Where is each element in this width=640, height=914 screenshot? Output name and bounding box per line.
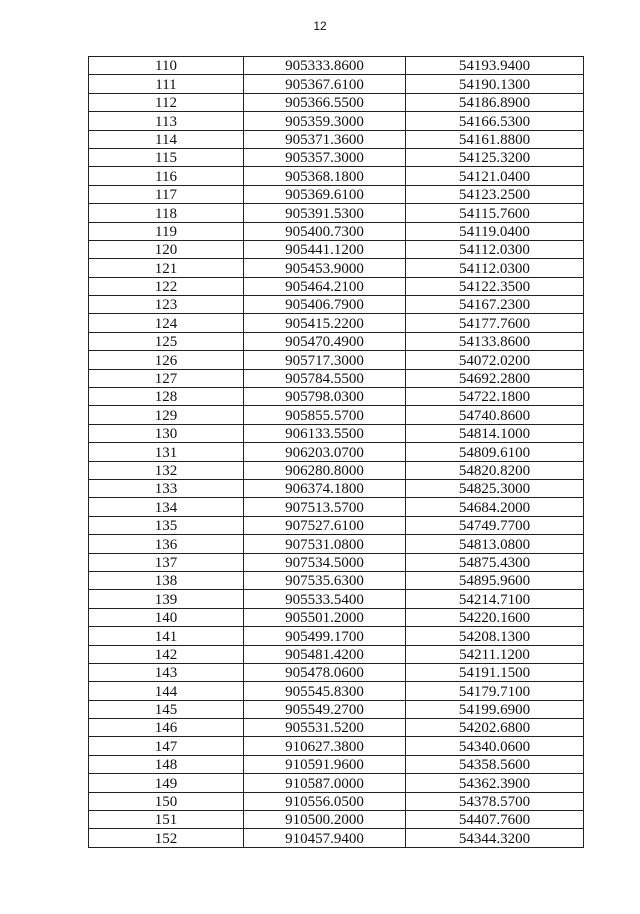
table-row [89,571,584,589]
table-row [89,737,584,755]
y-coordinate-cell: 54186.8900 [406,93,584,111]
y-coordinate-cell: 54692.2800 [406,369,584,387]
x-coordinate-cell: 905531.5200 [244,719,406,737]
table-row [89,314,584,332]
point-number-cell: 139 [89,590,244,608]
point-number-cell: 151 [89,811,244,829]
y-coordinate-cell: 54112.0300 [406,259,584,277]
point-number-cell: 133 [89,479,244,497]
point-number-cell: 126 [89,351,244,369]
point-number-cell: 148 [89,755,244,773]
table-row [89,590,584,608]
table-row [89,479,584,497]
x-coordinate-cell: 905391.5300 [244,204,406,222]
table-row [89,277,584,295]
y-coordinate-cell: 54825.3000 [406,479,584,497]
x-coordinate-cell: 910457.9400 [244,829,406,847]
table-row [89,351,584,369]
y-coordinate-cell: 54202.6800 [406,719,584,737]
x-coordinate-cell: 906374.1800 [244,479,406,497]
point-number-cell: 112 [89,93,244,111]
y-coordinate-cell: 54121.0400 [406,167,584,185]
x-coordinate-cell: 905717.3000 [244,351,406,369]
y-coordinate-cell: 54407.7600 [406,811,584,829]
table-row [89,461,584,479]
y-coordinate-cell: 54115.7600 [406,204,584,222]
y-coordinate-cell: 54112.0300 [406,240,584,258]
point-number-cell: 117 [89,185,244,203]
x-coordinate-cell: 910627.3800 [244,737,406,755]
point-number-cell: 135 [89,516,244,534]
y-coordinate-cell: 54122.3500 [406,277,584,295]
point-number-cell: 128 [89,388,244,406]
x-coordinate-cell: 905470.4900 [244,332,406,350]
table-row [89,774,584,792]
x-coordinate-cell: 910500.2000 [244,811,406,829]
x-coordinate-cell: 905499.1700 [244,627,406,645]
table-row [89,130,584,148]
x-coordinate-cell: 905415.2200 [244,314,406,332]
x-coordinate-cell: 907535.6300 [244,571,406,589]
point-number-cell: 111 [89,75,244,93]
table-row [89,222,584,240]
point-number-cell: 142 [89,645,244,663]
point-number-cell: 152 [89,829,244,847]
table-row [89,406,584,424]
table-row [89,388,584,406]
x-coordinate-cell: 910591.9600 [244,755,406,773]
table-row [89,296,584,314]
y-coordinate-cell: 54167.2300 [406,296,584,314]
table-row [89,700,584,718]
y-coordinate-cell: 54161.8800 [406,130,584,148]
x-coordinate-cell: 906203.0700 [244,443,406,461]
y-coordinate-cell: 54199.6900 [406,700,584,718]
x-coordinate-cell: 905481.4200 [244,645,406,663]
point-number-cell: 143 [89,663,244,681]
point-number-cell: 130 [89,424,244,442]
point-number-cell: 150 [89,792,244,810]
x-coordinate-cell: 907513.5700 [244,498,406,516]
table-row [89,608,584,626]
point-number-cell: 122 [89,277,244,295]
y-coordinate-cell: 54684.2000 [406,498,584,516]
x-coordinate-cell: 906133.5500 [244,424,406,442]
table-row [89,443,584,461]
table-row [89,259,584,277]
point-number-cell: 118 [89,204,244,222]
table-row [89,627,584,645]
y-coordinate-cell: 54344.3200 [406,829,584,847]
y-coordinate-cell: 54123.2500 [406,185,584,203]
x-coordinate-cell: 910587.0000 [244,774,406,792]
y-coordinate-cell: 54190.1300 [406,75,584,93]
point-number-cell: 138 [89,571,244,589]
table-row [89,535,584,553]
x-coordinate-cell: 905533.5400 [244,590,406,608]
y-coordinate-cell: 54740.8600 [406,406,584,424]
x-coordinate-cell: 905406.7900 [244,296,406,314]
table-row [89,148,584,166]
x-coordinate-cell: 905784.5500 [244,369,406,387]
y-coordinate-cell: 54378.5700 [406,792,584,810]
table-row [89,811,584,829]
x-coordinate-cell: 905371.3600 [244,130,406,148]
table-row [89,516,584,534]
y-coordinate-cell: 54208.1300 [406,627,584,645]
point-number-cell: 134 [89,498,244,516]
y-coordinate-cell: 54875.4300 [406,553,584,571]
x-coordinate-cell: 907534.5000 [244,553,406,571]
point-number-cell: 127 [89,369,244,387]
point-number-cell: 141 [89,627,244,645]
point-number-cell: 121 [89,259,244,277]
table-row [89,167,584,185]
table-row [89,57,584,75]
point-number-cell: 113 [89,112,244,130]
y-coordinate-cell: 54220.1600 [406,608,584,626]
x-coordinate-cell: 905464.2100 [244,277,406,295]
y-coordinate-cell: 54358.5600 [406,755,584,773]
point-number-cell: 116 [89,167,244,185]
y-coordinate-cell: 54191.1500 [406,663,584,681]
table-row [89,719,584,737]
x-coordinate-cell: 905333.8600 [244,57,406,75]
table-row [89,185,584,203]
table-row [89,663,584,681]
x-coordinate-cell: 905545.8300 [244,682,406,700]
coordinates-table [88,56,584,848]
x-coordinate-cell: 907527.6100 [244,516,406,534]
point-number-cell: 145 [89,700,244,718]
table-row [89,755,584,773]
point-number-cell: 147 [89,737,244,755]
y-coordinate-cell: 54179.7100 [406,682,584,700]
x-coordinate-cell: 905366.5500 [244,93,406,111]
x-coordinate-cell: 905359.3000 [244,112,406,130]
y-coordinate-cell: 54193.9400 [406,57,584,75]
y-coordinate-cell: 54809.6100 [406,443,584,461]
table-row [89,792,584,810]
y-coordinate-cell: 54340.0600 [406,737,584,755]
x-coordinate-cell: 905453.9000 [244,259,406,277]
table-row [89,112,584,130]
point-number-cell: 129 [89,406,244,424]
x-coordinate-cell: 905855.5700 [244,406,406,424]
x-coordinate-cell: 905798.0300 [244,388,406,406]
x-coordinate-cell: 905369.6100 [244,185,406,203]
point-number-cell: 125 [89,332,244,350]
x-coordinate-cell: 907531.0800 [244,535,406,553]
point-number-cell: 136 [89,535,244,553]
y-coordinate-cell: 54749.7700 [406,516,584,534]
point-number-cell: 114 [89,130,244,148]
coordinates-table-body [89,57,584,848]
page-number: 12 [313,19,327,33]
y-coordinate-cell: 54362.3900 [406,774,584,792]
table-row [89,75,584,93]
table-row [89,553,584,571]
x-coordinate-cell: 910556.0500 [244,792,406,810]
point-number-cell: 120 [89,240,244,258]
table-row [89,498,584,516]
y-coordinate-cell: 54119.0400 [406,222,584,240]
point-number-cell: 146 [89,719,244,737]
table-row [89,240,584,258]
table-row [89,204,584,222]
x-coordinate-cell: 905368.1800 [244,167,406,185]
x-coordinate-cell: 905478.0600 [244,663,406,681]
table-row [89,645,584,663]
y-coordinate-cell: 54211.1200 [406,645,584,663]
y-coordinate-cell: 54133.8600 [406,332,584,350]
y-coordinate-cell: 54177.7600 [406,314,584,332]
y-coordinate-cell: 54125.3200 [406,148,584,166]
x-coordinate-cell: 905441.1200 [244,240,406,258]
y-coordinate-cell: 54072.0200 [406,351,584,369]
point-number-cell: 132 [89,461,244,479]
x-coordinate-cell: 905400.7300 [244,222,406,240]
point-number-cell: 137 [89,553,244,571]
point-number-cell: 144 [89,682,244,700]
y-coordinate-cell: 54166.5300 [406,112,584,130]
table-row [89,682,584,700]
table-row [89,93,584,111]
table-row [89,332,584,350]
table-row [89,829,584,847]
point-number-cell: 149 [89,774,244,792]
x-coordinate-cell: 905357.3000 [244,148,406,166]
point-number-cell: 119 [89,222,244,240]
point-number-cell: 124 [89,314,244,332]
x-coordinate-cell: 905549.2700 [244,700,406,718]
y-coordinate-cell: 54214.7100 [406,590,584,608]
y-coordinate-cell: 54814.1000 [406,424,584,442]
point-number-cell: 123 [89,296,244,314]
point-number-cell: 110 [89,57,244,75]
point-number-cell: 115 [89,148,244,166]
x-coordinate-cell: 905367.6100 [244,75,406,93]
table-row [89,424,584,442]
y-coordinate-cell: 54820.8200 [406,461,584,479]
point-number-cell: 140 [89,608,244,626]
y-coordinate-cell: 54895.9600 [406,571,584,589]
x-coordinate-cell: 906280.8000 [244,461,406,479]
x-coordinate-cell: 905501.2000 [244,608,406,626]
table-row [89,369,584,387]
point-number-cell: 131 [89,443,244,461]
y-coordinate-cell: 54813.0800 [406,535,584,553]
y-coordinate-cell: 54722.1800 [406,388,584,406]
